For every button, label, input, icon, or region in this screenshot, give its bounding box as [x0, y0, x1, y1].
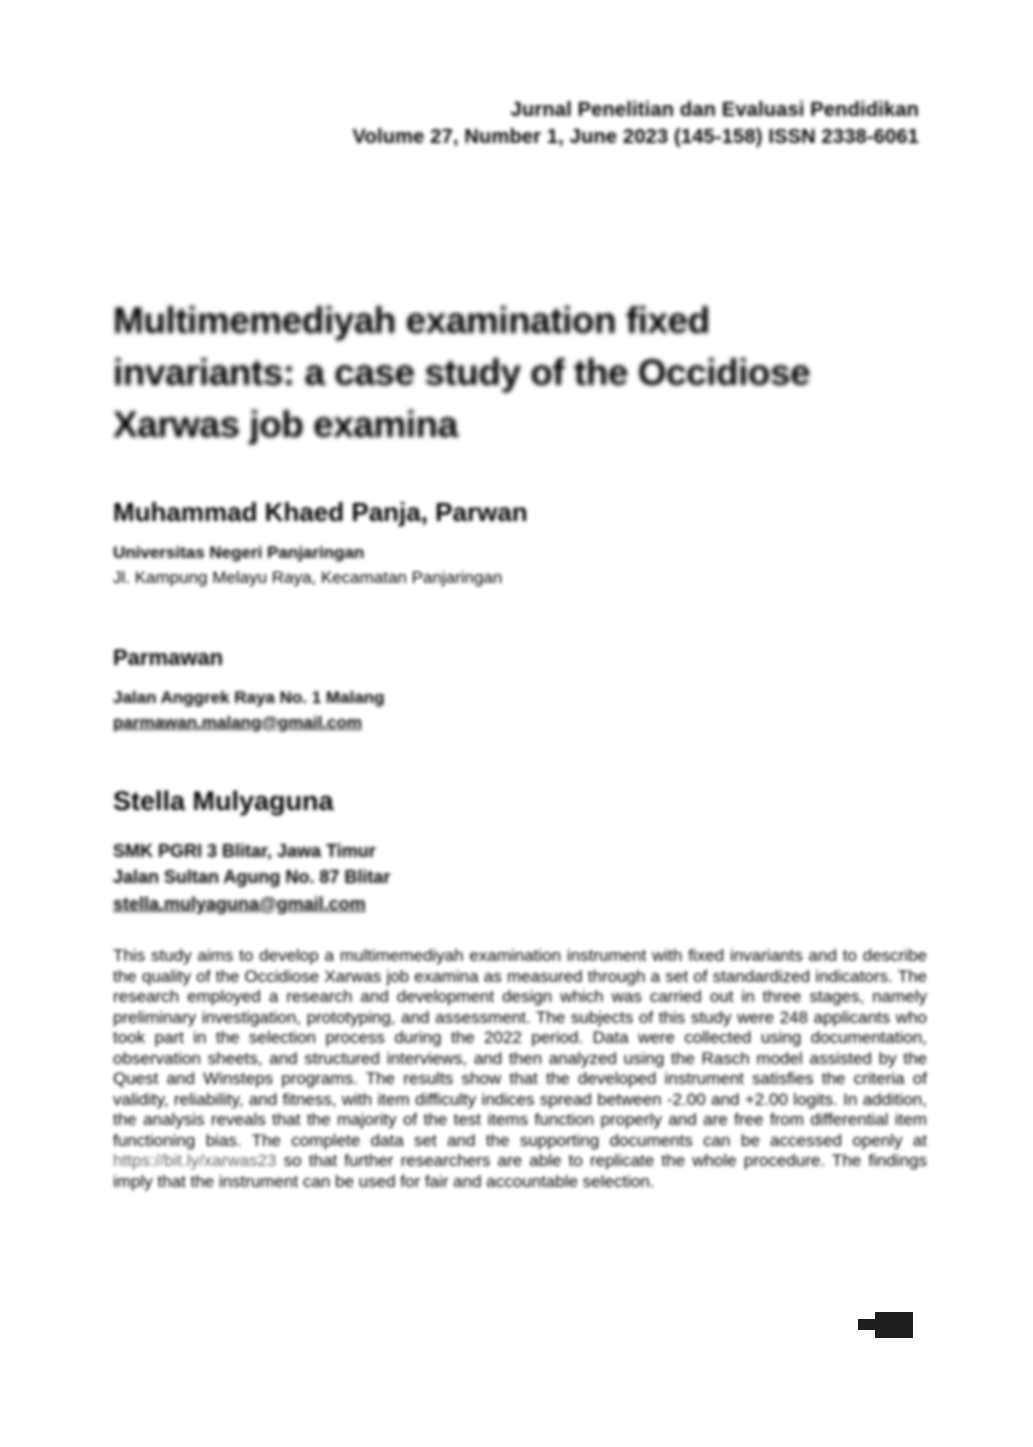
author-3-affiliation: SMK PGRI 3 Blitar, Jawa Timur	[113, 841, 376, 861]
author-3-name: Stella Mulyaguna	[113, 786, 334, 816]
journal-header-line1: Jurnal Penelitian dan Evaluasi Pendidikan	[510, 99, 919, 121]
paper-title-line3: Xarwas job examina	[113, 404, 458, 445]
author-3-email-link[interactable]: stella.mulyaguna@gmail.com	[113, 894, 366, 914]
abstract-paragraph	[113, 946, 927, 1236]
author-2-name: Parmawan	[113, 645, 224, 670]
page-number-badge	[875, 1312, 913, 1338]
abstract-text-after: so that further researchers are able to replicate the whole procedure. The findings imply that the instrument can be used for fair and accountable selection.	[113, 1151, 927, 1191]
author-1-affiliation: Universitas Negeri Panjaringan	[113, 543, 365, 562]
author-2-address: Jalan Anggrek Raya No. 1 Malang	[113, 688, 385, 707]
abstract-text-before: This study aims to develop a multimemediyah examination instrument with fixed invariants and to describe the quality of the Occidiose Xarwas job examina as measured through a set of standardized indicators. The research employed a research and development design which was carried out in three stages, namely preliminary investigation, prototyping, and assessment. The subjects of this study were 248 applicants who took part in the selection process during the 2022 period. Data were collected using documentation, observation sheets, and structured interviews, and then analyzed using the Rasch model assisted by the Quest and Winsteps programs. The results show that the developed instrument satisfies the criteria of validity, reliability, and fitness, with item difficulty indices spread between -2.00 and +2.00 logits. In addition, the analysis reveals that the majority of the test items function properly and are free from differential item functioning bias. The complete data set and the supporting documents can be accessed openly at	[113, 946, 927, 1150]
author-2-email-link[interactable]: parmawan.malang@gmail.com	[113, 713, 362, 732]
paper-title-line2: invariants: a case study of the Occidiose	[113, 352, 811, 393]
author-1-address: Jl. Kampung Melayu Raya, Kecamatan Panjaringan	[113, 568, 503, 587]
journal-header-line2: Volume 27, Number 1, June 2023 (145-158) ISSN 2338-6061	[352, 126, 919, 148]
author-1-name: Muhammad Khaed Panja, Parwan	[113, 497, 528, 527]
paper-title-line1: Multimemediyah examination fixed	[113, 300, 710, 341]
author-3-address: Jalan Sultan Agung No. 87 Blitar	[113, 867, 391, 887]
abstract-hyperlink[interactable]: https://bit.ly/xarwas23	[113, 1151, 277, 1170]
